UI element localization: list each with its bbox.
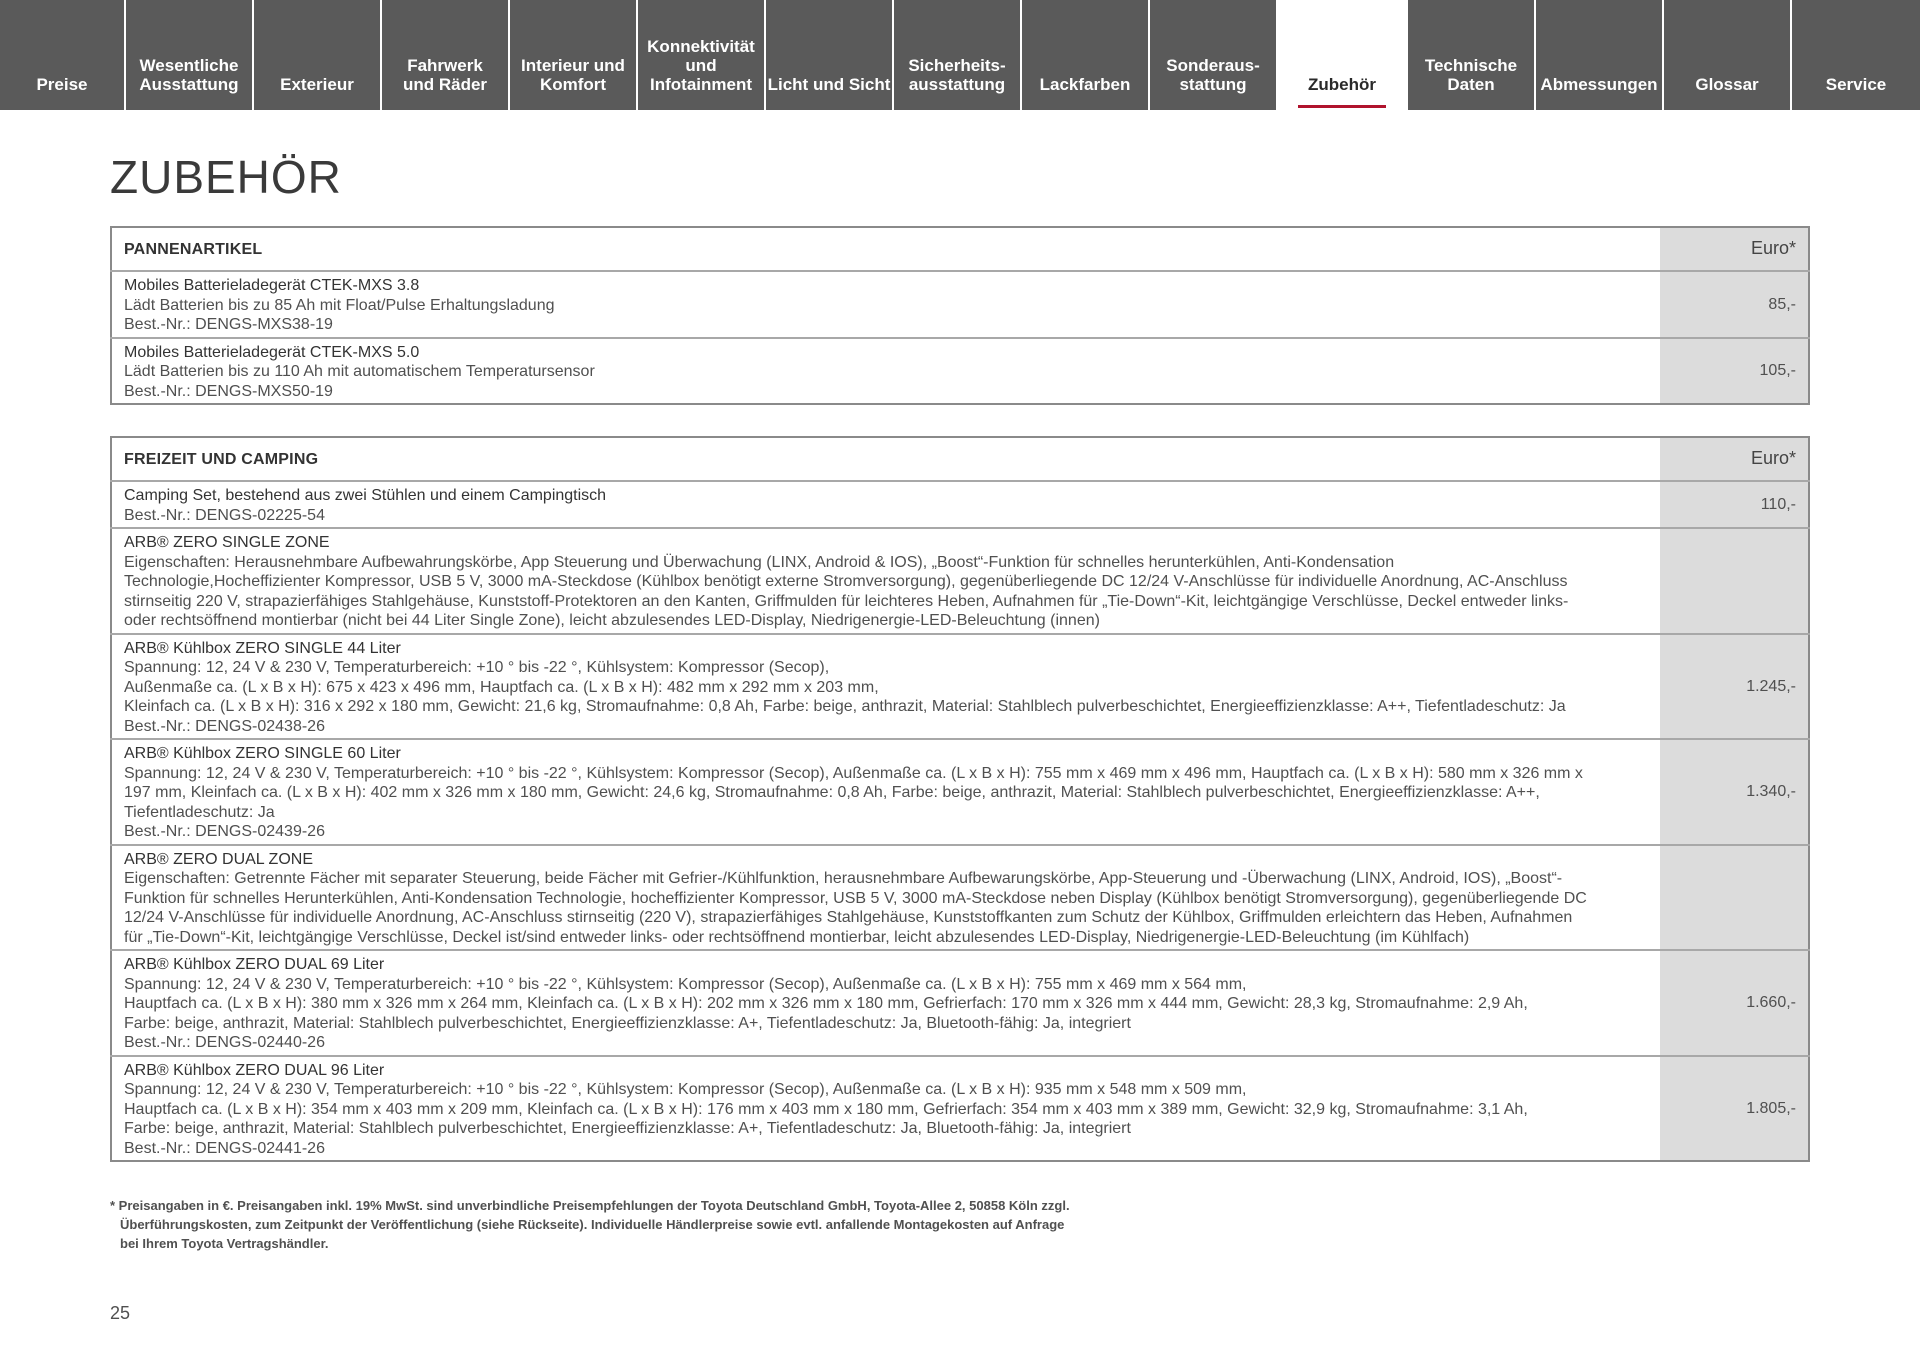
- item-detail-line: Best.-Nr.: DENGS-02438-26: [124, 717, 325, 735]
- table-row: [111, 338, 1809, 405]
- item-price: 105,-: [1660, 338, 1809, 405]
- item-title: ARB® Kühlbox ZERO SINGLE 44 Liter: [124, 639, 401, 657]
- table-row: [111, 1056, 1809, 1162]
- item-detail-line: Best.-Nr.: DENGS-02225-54: [124, 506, 325, 524]
- item-detail-line: Kleinfach ca. (L x B x H): 316 x 292 x 180 mm, Gewicht: 21,6 kg, Stromaufnahme: 0,8 Ah, Farbe: beige, anthrazit, Material: Stahlblech pulverbeschichtet, Energieeffizienzklasse: A++, Tiefentladeschutz: Ja: [124, 698, 1566, 715]
- item-description: [111, 528, 1660, 634]
- tab-label: Zubehör: [1308, 75, 1376, 94]
- item-detail-line: Farbe: beige, anthrazit, Material: Stahlblech pulverbeschichtet, Energieeffizienzklasse: A+, Tiefentladeschutz: Ja, Bluetooth-fähig: Ja, integriert: [124, 1120, 1131, 1137]
- top-navigation: [0, 0, 1920, 110]
- page-title: ZUBEHÖR: [110, 151, 342, 203]
- tab-interieur-und-komfort[interactable]: [510, 0, 638, 110]
- item-detail-line: Lädt Batterien bis zu 85 Ah mit Float/Pulse Erhaltungsladung: [124, 296, 555, 314]
- tab-abmessungen[interactable]: [1536, 0, 1664, 110]
- tab-fahrwerk-und-räder[interactable]: [382, 0, 510, 110]
- item-title: ARB® Kühlbox ZERO SINGLE 60 Liter: [124, 745, 401, 762]
- item-detail-line: Funktion für schnelles Herunterkühlen, Anti-Kondensation Technologie, hocheffizienter Kompressor, USB 5 V, 3000 mA-Steckdose neben Display (Kühlbox benötigt Stromversorgung), gegenüberliegende DC: [124, 889, 1587, 907]
- item-price: 110,-: [1660, 481, 1809, 528]
- item-detail-line: oder rechtsöffnend montierbar (nicht bei 44 Liter Single Zone), leicht abzulesendes LED-Display, Niedrigenergie-LED-Beleuchtung (innen): [124, 612, 1100, 629]
- item-detail-line: stirnseitig 220 V, strapazierfähiges Stahlgehäuse, Kunststoff-Protektoren an den Kanten, Griffmulden für leichteres Heben, Aufnahmen für „Tie-Down“-Kit, leichtgängige Verschlüsse, Deckel entweder links-: [124, 592, 1569, 610]
- item-detail-line: Außenmaße ca. (L x B x H): 675 x 423 x 496 mm, Hauptfach ca. (L x B x H): 482 mm x 292 mm x 203 mm,: [124, 678, 879, 696]
- item-detail-line: Best.-Nr.: DENGS-02440-26: [124, 1034, 325, 1051]
- tab-licht-und-sicht[interactable]: [766, 0, 894, 110]
- tab-zubehör[interactable]: [1278, 0, 1408, 110]
- item-description: [111, 739, 1660, 845]
- item-detail-line: Hauptfach ca. (L x B x H): 380 mm x 326 mm x 264 mm, Kleinfach ca. (L x B x H): 202 mm x 326 mm x 180 mm, Gefrierfach: 170 mm x 326 mm x 444 mm, Gewicht: 28,3 kg, Stromaufnahme: 2,9 Ah,: [124, 995, 1528, 1012]
- tab-lackfarben[interactable]: [1022, 0, 1150, 110]
- tab-label: Sicherheits- ausstattung: [908, 56, 1006, 94]
- item-price: 85,-: [1660, 271, 1809, 338]
- table-category-header: PANNENARTIKEL: [124, 241, 263, 259]
- table-row: [111, 481, 1809, 528]
- currency-header: Euro*: [1660, 437, 1809, 481]
- freizeit-camping-table: [110, 436, 1810, 1162]
- item-price: 1.660,-: [1660, 950, 1809, 1056]
- tab-label: Interieur und Komfort: [521, 56, 625, 94]
- tab-label: Glossar: [1695, 75, 1759, 94]
- item-detail-line: Spannung: 12, 24 V & 230 V, Temperaturbereich: +10 ° bis -22 °, Kühlsystem: Kompressor (Secop),: [124, 659, 830, 676]
- footnote: [110, 1196, 1190, 1253]
- tab-label: Wesentliche Ausstattung: [139, 56, 239, 94]
- tab-sonderaus-stattung[interactable]: [1150, 0, 1278, 110]
- tab-sicherheits-ausstattung[interactable]: [894, 0, 1022, 110]
- tab-label: Sonderaus- stattung: [1166, 56, 1260, 94]
- tab-label: Konnektivität und Infotainment: [647, 37, 755, 94]
- tab-konnektivität-und-infotainment[interactable]: [638, 0, 766, 110]
- currency-header: Euro*: [1660, 227, 1809, 271]
- item-detail-line: Best.-Nr.: DENGS-MXS38-19: [124, 316, 333, 333]
- item-title: ARB® ZERO SINGLE ZONE: [124, 534, 330, 551]
- item-detail-line: Tiefentladeschutz: Ja: [124, 803, 275, 821]
- item-detail-line: Spannung: 12, 24 V & 230 V, Temperaturbereich: +10 ° bis -22 °, Kühlsystem: Kompressor (Secop), Außenmaße ca. (L x B x H): 755 mm x 469 mm x 496 mm, Hauptfach ca. (L x B x H): 580 mm x 326 mm x: [124, 764, 1583, 782]
- table-row: [111, 271, 1809, 338]
- item-price: 1.340,-: [1660, 739, 1809, 845]
- item-description: [111, 481, 1660, 528]
- item-title: ARB® Kühlbox ZERO DUAL 96 Liter: [124, 1061, 385, 1079]
- tab-technische-daten[interactable]: [1408, 0, 1536, 110]
- tab-wesentliche-ausstattung[interactable]: [126, 0, 254, 110]
- tab-glossar[interactable]: [1664, 0, 1792, 110]
- item-detail-line: Hauptfach ca. (L x B x H): 354 mm x 403 mm x 209 mm, Kleinfach ca. (L x B x H): 176 mm x 403 mm x 180 mm, Gefrierfach: 354 mm x 403 mm x 389 mm, Gewicht: 32,9 kg, Stromaufnahme: 3,1 Ah,: [124, 1100, 1528, 1118]
- tab-label: Licht und Sicht: [767, 75, 891, 94]
- item-detail-line: Best.-Nr.: DENGS-MXS50-19: [124, 382, 333, 400]
- item-title: Mobiles Batterieladegerät CTEK-MXS 3.8: [124, 277, 420, 294]
- table-row: [111, 528, 1809, 634]
- item-detail-line: 197 mm, Kleinfach ca. (L x B x H): 402 mm x 326 mm x 180 mm, Gewicht: 24,6 kg, Stromaufnahme: 0,8 Ah, Farbe: beige, anthrazit, Material: Stahlblech pulverbeschichtet, Energieeffizienzklasse: A++,: [124, 784, 1540, 801]
- table-row: [111, 950, 1809, 1056]
- item-detail-line: Spannung: 12, 24 V & 230 V, Temperaturbereich: +10 ° bis -22 °, Kühlsystem: Kompressor (Secop), Außenmaße ca. (L x B x H): 755 mm x 469 mm x 564 mm,: [124, 975, 1247, 993]
- item-description: [111, 950, 1660, 1056]
- table-header-row: [111, 437, 1809, 481]
- item-detail-line: 12/24 V-Anschlüsse für individuelle Anordnung, AC-Anschluss stirnseitig (220 V), strapazierfähiges Stahlgehäuse, Kunststoffkanten zum Schutz der Kühlbox, Griffmulden erleichtern das Heben, Aufnahmen: [124, 909, 1573, 926]
- tab-label: Lackfarben: [1039, 75, 1131, 94]
- tab-exterieur[interactable]: [254, 0, 382, 110]
- item-price: 1.245,-: [1660, 634, 1809, 740]
- item-detail-line: für „Tie-Down“-Kit, leichtgängige Verschlüsse, Deckel ist/sind entweder links- oder rechtsöffnend montierbar, leicht abzulesendes LED-Display, Niedrigenergie-LED-Beleuchtung (im Kühlfach): [124, 928, 1470, 946]
- tab-label: Preise: [36, 75, 88, 94]
- item-price: [1660, 528, 1809, 634]
- item-description: [111, 271, 1660, 338]
- item-detail-line: Technologie,Hocheffizienter Kompressor, USB 5 V, 3000 mA-Steckdose (Kühlbox benötigt externe Stromversorgung), gegenüberliegende DC 12/24 V-Anschlüsse für individuelle Anordnung, AC-Anschluss: [124, 573, 1568, 590]
- pannenartikel-table: [110, 226, 1810, 405]
- item-detail-line: Eigenschaften: Getrennte Fächer mit separater Steuerung, beide Fächer mit Gefrier-/Kühlfunktion, herausnehmbare Aufbewarungskörbe, App-Steuerung und -Überwachung (LINX, Android, IOS), „Boost“-: [124, 870, 1563, 887]
- table-category-header: FREIZEIT UND CAMPING: [124, 451, 319, 469]
- table-row: [111, 739, 1809, 845]
- item-detail-line: Farbe: beige, anthrazit, Material: Stahlblech pulverbeschichtet, Energieeffizienzklasse: A+, Tiefentladeschutz: Ja, Bluetooth-fähig: Ja, integriert: [124, 1014, 1131, 1032]
- item-title: Mobiles Batterieladegerät CTEK-MXS 5.0: [124, 343, 420, 361]
- tab-label: Abmessungen: [1540, 75, 1658, 94]
- tab-label: Fahrwerk und Räder: [402, 56, 488, 94]
- item-title: Camping Set, bestehend aus zwei Stühlen und einem Campingtisch: [124, 487, 607, 504]
- item-price: 1.805,-: [1660, 1056, 1809, 1162]
- footnote-line: bei Ihrem Toyota Vertragshändler.: [120, 1236, 329, 1251]
- tab-preise[interactable]: [0, 0, 126, 110]
- table-header-row: [111, 227, 1809, 271]
- item-price: [1660, 845, 1809, 951]
- item-title: ARB® ZERO DUAL ZONE: [124, 850, 313, 868]
- table-row: [111, 845, 1809, 951]
- item-detail-line: Lädt Batterien bis zu 110 Ah mit automatischem Temperatursensor: [124, 363, 595, 380]
- tab-label: Technische Daten: [1424, 56, 1518, 94]
- table-row: [111, 634, 1809, 740]
- page-number: 25: [110, 1303, 131, 1323]
- item-detail-line: Eigenschaften: Herausnehmbare Aufbewahrungskörbe, App Steuerung und Überwachung (LINX, Android & IOS), „Boost“-Funktion für schnelles herunterkühlen, Anti-Kondensation: [124, 553, 1395, 571]
- item-description: [111, 338, 1660, 405]
- tab-label: Exterieur: [280, 75, 354, 94]
- item-description: [111, 1056, 1660, 1162]
- active-tab-indicator: [1298, 105, 1386, 108]
- item-detail-line: Best.-Nr.: DENGS-02439-26: [124, 823, 325, 840]
- item-detail-line: Best.-Nr.: DENGS-02441-26: [124, 1139, 325, 1157]
- item-title: ARB® Kühlbox ZERO DUAL 69 Liter: [124, 956, 385, 973]
- tab-label: Service: [1825, 75, 1887, 94]
- footnote-line: * Preisangaben in €. Preisangaben inkl. 19% MwSt. sind unverbindliche Preisempfehlungen der Toyota Deutschland GmbH, Toyota-Allee 2, 50858 Köln zzgl.: [110, 1198, 1070, 1213]
- footnote-line: Überführungskosten, zum Zeitpunkt der Veröffentlichung (siehe Rückseite). Individuelle Händlerpreise sowie evtl. anfallende Montagekosten auf Anfrage: [120, 1217, 1065, 1232]
- item-detail-line: Spannung: 12, 24 V & 230 V, Temperaturbereich: +10 ° bis -22 °, Kühlsystem: Kompressor (Secop), Außenmaße ca. (L x B x H): 935 mm x 548 mm x 509 mm,: [124, 1081, 1247, 1098]
- item-description: [111, 845, 1660, 951]
- tab-service[interactable]: [1792, 0, 1920, 110]
- item-description: [111, 634, 1660, 740]
